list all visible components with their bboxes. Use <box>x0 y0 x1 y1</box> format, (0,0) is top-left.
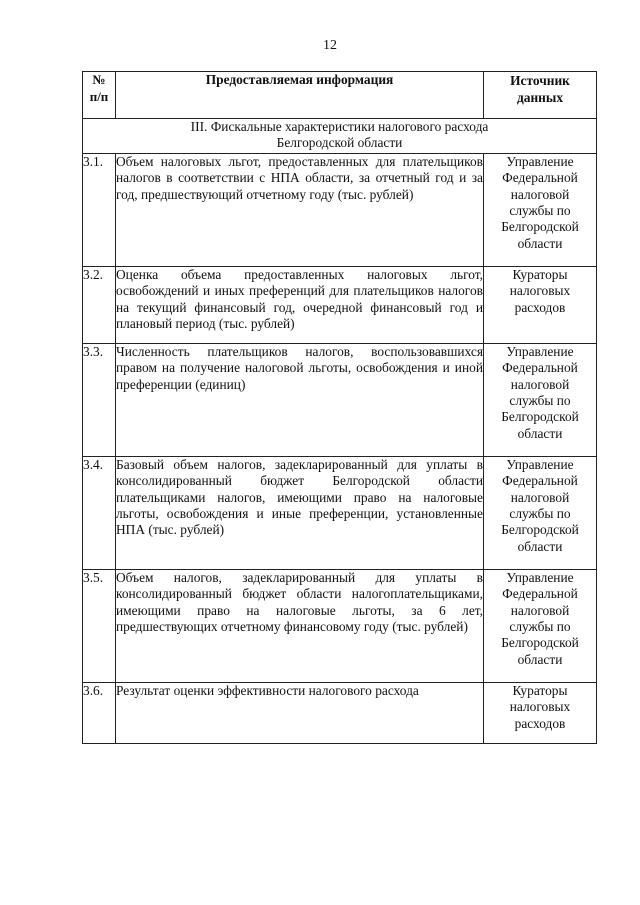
table-row <box>83 570 597 683</box>
source-line: Федеральной <box>502 473 578 489</box>
source-line: Управление <box>506 154 574 169</box>
source-line: области <box>517 235 563 251</box>
table-row <box>83 457 597 570</box>
section-title-line: III. Фискальные характеристики налогового расхода <box>190 119 489 134</box>
table-row <box>83 267 597 344</box>
source-line: области <box>517 538 563 554</box>
table-row <box>83 344 597 457</box>
source-line: расходов <box>514 299 566 315</box>
row-info: Результат оценки эффективности налогового расхода <box>116 683 484 744</box>
header-number-line: п/п <box>89 88 109 104</box>
row-info: Численность плательщиков налогов, воспользовавшихся правом на получение налоговой льготы, освобождения и иной преференции (единиц) <box>116 344 484 457</box>
row-number: 3.1. <box>83 154 116 267</box>
row-number: 3.4. <box>83 457 116 570</box>
row-source <box>484 154 597 267</box>
source-line: Белгородской <box>501 635 579 651</box>
source-line: Белгородской <box>501 409 579 425</box>
source-line: налоговых <box>509 699 571 715</box>
source-line: области <box>517 425 563 441</box>
source-line: налоговых <box>509 283 571 299</box>
source-line: Кураторы <box>512 683 568 698</box>
table-header-row <box>83 72 597 119</box>
row-source <box>484 570 597 683</box>
source-line: Белгородской <box>501 219 579 235</box>
source-line: службы по <box>509 393 571 409</box>
source-line: налоговой <box>510 376 570 392</box>
source-line: службы по <box>509 506 571 522</box>
source-line: Федеральной <box>502 586 578 602</box>
row-source <box>484 267 597 344</box>
header-source <box>484 72 597 119</box>
fiscal-info-table <box>82 71 597 744</box>
row-number: 3.2. <box>83 267 116 344</box>
source-line: налоговой <box>510 186 570 202</box>
row-info: Объем налогов, задекларированный для уплаты в консолидированный бюджет области налогоплательщиками, имеющими право на налоговые льготы, за 6 лет, предшествующих отчетному финансовому году (тыс. рублей) <box>116 570 484 683</box>
section-title-line: Белгородской области <box>276 135 403 151</box>
page-number: 12 <box>323 38 337 53</box>
source-line: Белгородской <box>501 522 579 538</box>
section-row <box>83 119 597 154</box>
source-line: Кураторы <box>512 267 568 282</box>
row-source <box>484 683 597 744</box>
row-info: Базовый объем налогов, задекларированный для уплаты в консолидированный бюджет Белгородской области плательщиками налогов, имеющими право на налоговые льготы, освобождения и иные преференции, установленные НПА (тыс. рублей) <box>116 457 484 570</box>
row-info: Оценка объема предоставленных налоговых льгот, освобождений и иных преференций для плательщиков налогов на текущий финансовый год, очередной финансовый год и плановый период (тыс. рублей) <box>116 267 484 344</box>
source-line: Управление <box>506 457 574 472</box>
source-line: Управление <box>506 570 574 585</box>
row-number: 3.5. <box>83 570 116 683</box>
row-number: 3.3. <box>83 344 116 457</box>
source-line: Управление <box>506 344 574 359</box>
header-source-line: Источник <box>510 73 570 88</box>
row-source <box>484 457 597 570</box>
table-row <box>83 154 597 267</box>
source-line: расходов <box>514 715 566 731</box>
row-number: 3.6. <box>83 683 116 744</box>
source-line: налоговой <box>510 602 570 618</box>
header-number <box>83 72 116 119</box>
source-line: службы по <box>509 203 571 219</box>
row-source <box>484 344 597 457</box>
row-info: Объем налоговых льгот, предоставленных для плательщиков налогов в соответствии с НПА области, за отчетный год и за год, предшествующий отчетному году (тыс. рублей) <box>116 154 484 267</box>
table-row <box>83 683 597 744</box>
source-line: Федеральной <box>502 360 578 376</box>
source-line: области <box>517 651 563 667</box>
source-line: налоговой <box>510 489 570 505</box>
header-number-line: № <box>92 72 106 87</box>
source-line: службы по <box>509 619 571 635</box>
header-info: Предоставляемая информация <box>116 72 484 119</box>
source-line: Федеральной <box>502 170 578 186</box>
header-source-line: данных <box>516 90 564 106</box>
section-title <box>83 119 597 154</box>
